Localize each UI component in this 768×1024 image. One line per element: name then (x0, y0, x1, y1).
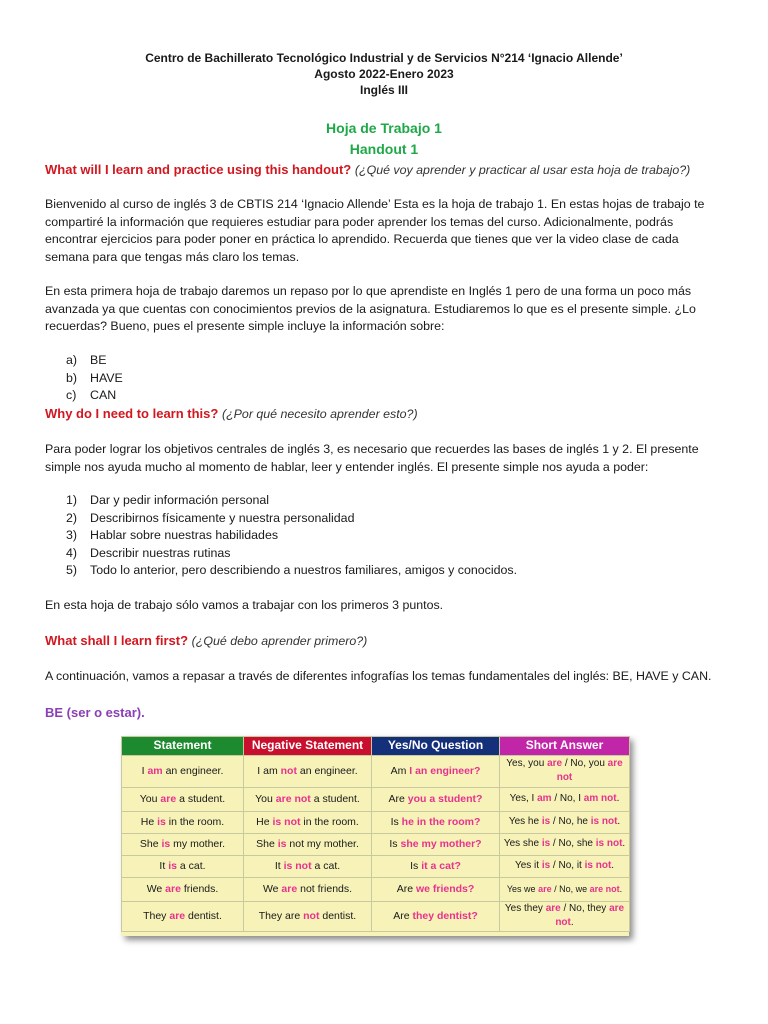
table-cell: You are a student. (122, 787, 244, 811)
table-row (122, 787, 630, 811)
review-paragraph: A continuación, vamos a repasar a través de diferentes infografías los temas fundamentales del inglés: BE, HAVE y CAN. (45, 669, 712, 683)
table-row (122, 833, 630, 855)
table-cell: Are you a student? (372, 787, 500, 811)
table-cell: Am I an engineer? (372, 755, 500, 787)
list-item: 1) Dar y pedir información personal (66, 493, 270, 507)
table-cell: He is not in the room. (244, 811, 372, 833)
table-cell: Yes they are / No, they are not. (500, 901, 630, 931)
table-cell: Yes we are / No, we are not. (500, 877, 630, 901)
list-item: 4) Describir nuestras rutinas (66, 545, 231, 560)
term-dates: Agosto 2022-Enero 2023 (314, 67, 454, 81)
table-cell: You are not a student. (244, 787, 372, 811)
list-item: a) BE (66, 353, 107, 367)
points-note: En esta hoja de trabajo sólo vamos a trabajar con los primeros 3 puntos. (45, 598, 444, 612)
course-name: Inglés III (359, 83, 408, 97)
table-cell: Yes, you are / No, you are not (500, 755, 630, 787)
table-cell: I am an engineer. (122, 755, 244, 787)
intro-paragraph-1: Bienvenido al curso de inglés 3 de CBTIS 214 ‘Ignacio Allende’ Esta es la hoja de trabajo 1. En estas hojas de trabajo te compartiré la información que requieres estudiar para poder aprender los temas del curso. Adicionalmente, podrás encontrar ejercicios para poder poner en práctica lo aprendido. Recuerda que tienes que ver la video clase de cada semana para que tengas más claro los temas. (45, 197, 705, 264)
be-heading: BE (ser o estar). (45, 705, 145, 720)
question-en: What shall I learn first? (45, 633, 189, 648)
table-cell: Is he in the room? (372, 811, 500, 833)
table-cell: Are we friends? (372, 877, 500, 901)
table-cell: I am not an engineer. (244, 755, 372, 787)
table-cell: We are friends. (122, 877, 244, 901)
intro-paragraph-2: En esta primera hoja de trabajo daremos un repaso por lo que aprendiste en Inglés 1 pero de una forma un poco más avanzada ya que cuentas con conocimientos previos de la asignatura. Estudiaremos lo que es el presente simple. ¿Lo recuerdas? Bueno, pues el presente simple incluye la información sobre: (45, 284, 696, 333)
list-item: c) CAN (66, 388, 117, 402)
worksheet-title: Hoja de Trabajo 1 (326, 120, 442, 136)
handout-title: Handout 1 (349, 141, 419, 157)
table-row (122, 755, 630, 787)
table-cell: He is in the room. (122, 811, 244, 833)
column-header: Statement (122, 737, 244, 756)
question-learn-practice (45, 161, 728, 180)
table-cell: Is she my mother? (372, 833, 500, 855)
column-header: Short Answer (500, 737, 630, 756)
table-row (122, 877, 630, 901)
question-es: (¿Por qué necesito aprender esto?) (221, 407, 418, 421)
list-item: 3) Hablar sobre nuestras habilidades (66, 528, 279, 542)
table-cell: Is it a cat? (372, 855, 500, 877)
question-en: What will I learn and practice using this handout? (45, 162, 352, 177)
column-header: Negative Statement (244, 737, 372, 756)
question-why-learn (45, 405, 728, 424)
question-es: (¿Qué debo aprender primero?) (191, 634, 368, 648)
be-infographic-table (121, 736, 629, 936)
table-cell: They are not dentist. (244, 901, 372, 931)
question-es: (¿Qué voy aprender y practicar al usar esta hoja de trabajo?) (354, 163, 691, 177)
question-en: Why do I need to learn this? (45, 406, 219, 421)
table-cell: Yes it is / No, it is not. (500, 855, 630, 877)
table-cell: Yes she is / No, she is not. (500, 833, 630, 855)
table-row (122, 855, 630, 877)
school-name: Centro de Bachillerato Tecnológico Industrial y de Servicios N°214 ‘Ignacio Allende’ (145, 51, 623, 65)
why-paragraph: Para poder lograr los objetivos centrales de inglés 3, es necesario que recuerdes las bases de inglés 1 y 2. El presente simple nos ayuda mucho al momento de hablar, leer y entender inglés. El presente simple nos ayuda a poder: (45, 442, 699, 474)
list-item: 5) Todo lo anterior, pero describiendo a nuestros familiares, amigos y conocidos. (66, 563, 518, 577)
list-item: 2) Describirnos físicamente y nuestra personalidad (66, 510, 355, 525)
table-cell: They are dentist. (122, 901, 244, 931)
table-row (122, 811, 630, 833)
table-cell: It is a cat. (122, 855, 244, 877)
column-header: Yes/No Question (372, 737, 500, 756)
table-cell: She is my mother. (122, 833, 244, 855)
topics-list (66, 352, 123, 405)
question-learn-first (45, 632, 728, 651)
table-row (122, 901, 630, 931)
goals-list (66, 492, 517, 580)
list-item: b) HAVE (66, 370, 123, 385)
table-cell: We are not friends. (244, 877, 372, 901)
be-table (121, 736, 630, 932)
table-cell: Yes he is / No, he is not. (500, 811, 630, 833)
table-cell: Are they dentist? (372, 901, 500, 931)
table-cell: It is not a cat. (244, 855, 372, 877)
table-cell: Yes, I am / No, I am not. (500, 787, 630, 811)
table-cell: She is not my mother. (244, 833, 372, 855)
